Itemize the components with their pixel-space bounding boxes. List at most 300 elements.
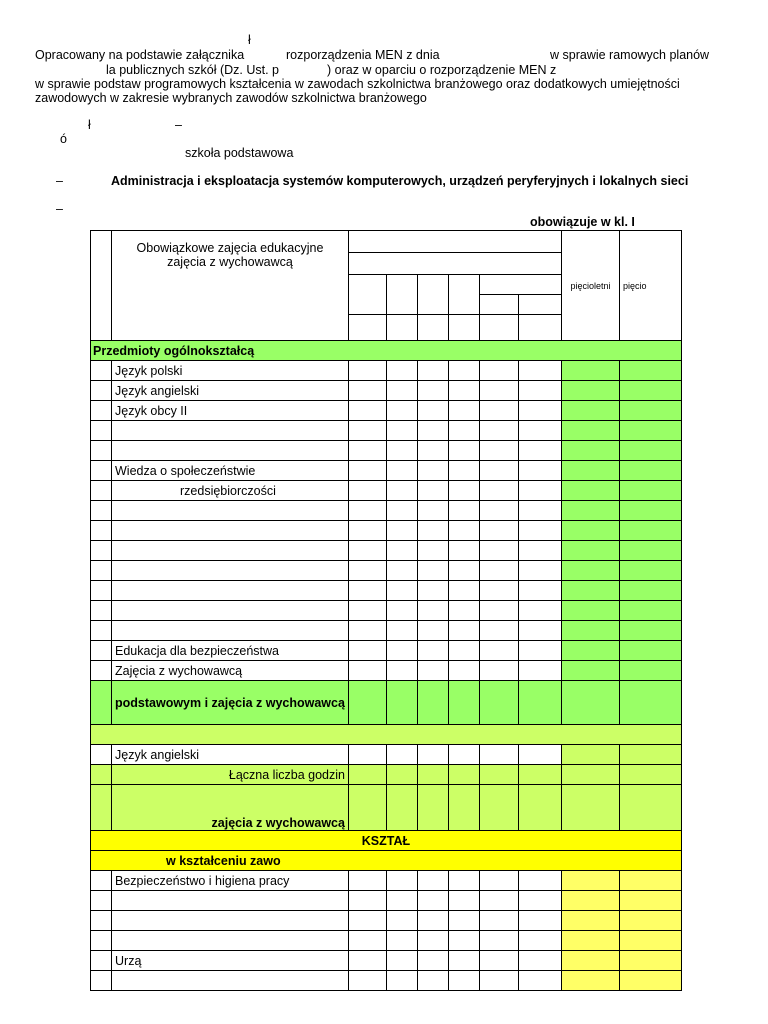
hours-cell (561, 871, 619, 891)
subject-cell (112, 951, 349, 971)
hours-cell (561, 421, 619, 441)
hours-cell (561, 381, 619, 401)
hours-cell (619, 501, 681, 521)
hours-cell (448, 361, 479, 381)
hours-cell (619, 601, 681, 621)
hours-cell (448, 931, 479, 951)
subject-label: podstawowym i zajęcia z wychowawcą (115, 695, 345, 710)
hours-cell (417, 461, 448, 481)
hours-cell (518, 745, 561, 765)
subject-cell (112, 521, 349, 541)
hours-cell (386, 601, 417, 621)
hours-cell (518, 381, 561, 401)
hours-cell (91, 661, 112, 681)
hours-cell (518, 681, 561, 725)
hours-cell (518, 785, 561, 831)
hours-cell (417, 931, 448, 951)
hours-cell (479, 681, 518, 725)
hours-cell (91, 871, 112, 891)
hours-cell (479, 581, 518, 601)
hours-cell (518, 461, 561, 481)
hours-cell (619, 361, 681, 381)
hours-cell (479, 951, 518, 971)
hours-cell (91, 785, 112, 831)
hours-cell (348, 891, 386, 911)
hours-cell (479, 871, 518, 891)
hours-cell (417, 361, 448, 381)
hours-cell (561, 951, 619, 971)
hours-cell (518, 641, 561, 661)
hours-cell (518, 601, 561, 621)
hours-cell (417, 581, 448, 601)
hours-cell (561, 911, 619, 931)
hours-cell (479, 641, 518, 661)
table-row (91, 401, 682, 421)
header-sub-cell (348, 253, 561, 275)
hours-cell (348, 911, 386, 931)
hours-cell (91, 401, 112, 421)
hours-cell (91, 681, 112, 725)
hours-cell (348, 601, 386, 621)
hours-cell (448, 521, 479, 541)
table-row (91, 745, 682, 765)
hours-cell (386, 361, 417, 381)
curriculum-table (90, 230, 682, 991)
hours-cell (479, 541, 518, 561)
total-with-row (91, 785, 682, 831)
hours-cell (348, 971, 386, 991)
section-vocational-label: KSZTAŁ (361, 833, 411, 848)
subject-cell (112, 891, 349, 911)
hours-cell (386, 621, 417, 641)
hours-cell (348, 361, 386, 381)
hours-cell (619, 381, 681, 401)
hours-cell (386, 765, 417, 785)
hours-cell (448, 581, 479, 601)
hours-cell (619, 765, 681, 785)
table-row (91, 561, 682, 581)
hours-cell (561, 971, 619, 991)
subject-cell (112, 541, 349, 561)
hours-cell (619, 891, 681, 911)
table-row (91, 361, 682, 381)
hours-cell (479, 785, 518, 831)
subject-label: Język angielski (115, 747, 200, 762)
hours-cell (386, 581, 417, 601)
hours-cell (91, 481, 112, 501)
hours-cell (91, 745, 112, 765)
spacer-row (91, 725, 682, 745)
hours-cell (561, 785, 619, 831)
section-vocational-sub (91, 851, 682, 871)
hours-cell (518, 891, 561, 911)
hours-cell (561, 931, 619, 951)
hours-cell (91, 891, 112, 911)
hours-cell (561, 661, 619, 681)
hours-cell (91, 931, 112, 951)
hours-cell (386, 951, 417, 971)
hours-cell (619, 745, 681, 765)
header-cell (417, 315, 448, 341)
hours-cell (386, 745, 417, 765)
hours-cell (518, 871, 561, 891)
hours-cell (348, 931, 386, 951)
header-line-2a: la publicznych szkół (Dz. Ust. p (106, 63, 279, 77)
hours-cell (448, 461, 479, 481)
hours-cell (417, 381, 448, 401)
hours-cell (348, 681, 386, 725)
table-row (91, 461, 682, 481)
hours-cell (386, 481, 417, 501)
applies-to-class: obowiązuje w kl. I (530, 215, 635, 229)
table-row (91, 661, 682, 681)
hours-cell (91, 441, 112, 461)
hours-cell (386, 461, 417, 481)
header-cell (417, 275, 448, 315)
hours-cell (417, 681, 448, 725)
hours-cell (518, 421, 561, 441)
hours-cell (561, 891, 619, 911)
hours-cell (348, 621, 386, 641)
table-row (91, 621, 682, 641)
hours-cell (448, 871, 479, 891)
hours-cell (619, 521, 681, 541)
hours-cell (448, 421, 479, 441)
five-year-header (561, 231, 619, 341)
subject-cell (112, 681, 349, 725)
section-general-education (91, 341, 682, 361)
hours-cell (561, 581, 619, 601)
hours-cell (448, 681, 479, 725)
hours-cell (561, 401, 619, 421)
header-fragment: ł (248, 33, 251, 47)
hours-cell (386, 561, 417, 581)
hours-cell (619, 461, 681, 481)
header-dash: – (175, 118, 182, 132)
hours-cell (417, 891, 448, 911)
header-fragment-2: ł (88, 118, 91, 132)
hours-cell (561, 765, 619, 785)
hours-cell (91, 501, 112, 521)
five-label: pięcio (622, 280, 647, 291)
subject-cell (112, 641, 349, 661)
hours-cell (91, 911, 112, 931)
hours-cell (561, 621, 619, 641)
hours-cell (417, 541, 448, 561)
hours-cell (386, 501, 417, 521)
hours-cell (479, 745, 518, 765)
hours-cell (561, 481, 619, 501)
hours-cell (518, 361, 561, 381)
hours-cell (561, 361, 619, 381)
subject-label: rzedsiębiorczości (180, 483, 276, 498)
header-cell (479, 295, 518, 315)
hours-cell (518, 581, 561, 601)
header-line-1b: rozporządzenia MEN z dnia (286, 48, 440, 62)
hours-cell (386, 541, 417, 561)
subject-cell (112, 785, 349, 831)
hours-cell (348, 401, 386, 421)
hours-cell (348, 641, 386, 661)
hours-cell (91, 951, 112, 971)
hours-cell (417, 661, 448, 681)
header-fragment-3: ó (60, 132, 67, 146)
hours-cell (561, 681, 619, 725)
table-row (91, 501, 682, 521)
hours-cell (619, 911, 681, 931)
subject-cell (112, 601, 349, 621)
hours-cell (518, 951, 561, 971)
subject-label: Łączna liczba godzin (228, 767, 345, 782)
hours-cell (91, 541, 112, 561)
hours-cell (619, 401, 681, 421)
header-group-cell (348, 231, 561, 253)
hours-cell (479, 911, 518, 931)
subject-cell (112, 931, 349, 951)
header-line-1c: w sprawie ramowych planów (550, 48, 710, 62)
hours-cell (386, 785, 417, 831)
hours-cell (417, 641, 448, 661)
hours-cell (561, 501, 619, 521)
header-line-1a: Opracowany na podstawie załącznika (35, 48, 245, 62)
hours-cell (417, 561, 448, 581)
hours-cell (619, 871, 681, 891)
hours-cell (448, 971, 479, 991)
hours-cell (561, 521, 619, 541)
hours-cell (518, 661, 561, 681)
hours-cell (619, 481, 681, 501)
hours-cell (479, 765, 518, 785)
hours-cell (518, 765, 561, 785)
header-cell (386, 275, 417, 315)
hours-cell (417, 871, 448, 891)
hours-cell (561, 745, 619, 765)
subject-label: Język angielski (115, 383, 200, 398)
subject-cell (112, 871, 349, 891)
hours-cell (348, 441, 386, 461)
hours-cell (619, 421, 681, 441)
hours-cell (448, 911, 479, 931)
hours-cell (348, 561, 386, 581)
five-header (619, 231, 681, 341)
table-row (91, 421, 682, 441)
hours-cell (448, 601, 479, 621)
hours-cell (479, 501, 518, 521)
hours-cell (448, 401, 479, 421)
hours-cell (619, 681, 681, 725)
hours-cell (417, 421, 448, 441)
hours-cell (348, 765, 386, 785)
hours-cell (91, 361, 112, 381)
hours-cell (386, 381, 417, 401)
hours-cell (479, 361, 518, 381)
hours-cell (448, 641, 479, 661)
hours-cell (518, 911, 561, 931)
spacer-cell (91, 725, 682, 745)
subject-header-line-2: zajęcia z wychowawcą (167, 255, 293, 269)
hours-cell (91, 521, 112, 541)
hours-cell (561, 561, 619, 581)
hours-cell (417, 521, 448, 541)
hours-cell (348, 785, 386, 831)
hours-cell (386, 661, 417, 681)
hours-cell (348, 381, 386, 401)
table-row (91, 481, 682, 501)
lp-header-cell (91, 231, 112, 341)
hours-cell (518, 401, 561, 421)
header-line-2b: ) oraz w oparciu o rozporządzenie MEN z (327, 63, 557, 77)
dash-2: – (56, 202, 63, 216)
table-row (91, 641, 682, 661)
table-row (91, 601, 682, 621)
section-vocational-row (91, 831, 682, 851)
hours-cell (386, 641, 417, 661)
hours-cell (619, 581, 681, 601)
subject-label: Zajęcia z wychowawcą (115, 663, 243, 678)
hours-cell (386, 911, 417, 931)
hours-cell (518, 521, 561, 541)
hours-cell (386, 441, 417, 461)
hours-cell (518, 621, 561, 641)
table-row (91, 521, 682, 541)
subject-cell (112, 581, 349, 601)
hours-cell (417, 481, 448, 501)
hours-cell (619, 661, 681, 681)
subject-cell (112, 401, 349, 421)
table-row (91, 911, 682, 931)
hours-cell (417, 501, 448, 521)
hours-cell (417, 971, 448, 991)
hours-cell (479, 931, 518, 951)
header-line-4: zawodowych w zakresie wybranych zawodów szkolnictwa branżowego (35, 91, 427, 105)
hours-cell (386, 421, 417, 441)
section-vocational (91, 831, 682, 851)
hours-cell (91, 765, 112, 785)
hours-cell (91, 421, 112, 441)
table-row (91, 581, 682, 601)
hours-cell (417, 441, 448, 461)
hours-cell (518, 541, 561, 561)
hours-cell (417, 765, 448, 785)
hours-cell (91, 581, 112, 601)
table-row (91, 541, 682, 561)
hours-cell (518, 971, 561, 991)
hours-cell (348, 745, 386, 765)
subject-label: Język polski (115, 363, 183, 378)
hours-cell (386, 931, 417, 951)
hours-cell (448, 661, 479, 681)
hours-cell (91, 641, 112, 661)
hours-cell (479, 561, 518, 581)
header-cell (448, 275, 479, 315)
hours-cell (417, 785, 448, 831)
header-cell (518, 315, 561, 341)
hours-cell (479, 401, 518, 421)
header-cell (348, 275, 386, 315)
subject-cell (112, 381, 349, 401)
five-year-label: pięcioletni (570, 280, 611, 291)
hours-cell (619, 951, 681, 971)
hours-cell (518, 481, 561, 501)
subject-label: Edukacja dla bezpieczeństwa (115, 643, 279, 658)
hours-cell (448, 891, 479, 911)
hours-cell (386, 521, 417, 541)
subject-label: Bezpieczeństwo i higiena pracy (115, 873, 290, 888)
hours-cell (348, 581, 386, 601)
section-general-label: Przedmioty ogólnokształcą (93, 343, 255, 358)
hours-cell (417, 951, 448, 971)
hours-cell (91, 971, 112, 991)
subject-header-cell (112, 231, 349, 341)
subject-cell (112, 461, 349, 481)
hours-cell (91, 601, 112, 621)
section-vocational-sub-label: w kształceniu zawo (166, 853, 281, 868)
hours-cell (479, 661, 518, 681)
hours-cell (448, 561, 479, 581)
hours-cell (448, 745, 479, 765)
subject-label: Język obcy II (115, 403, 188, 418)
subject-cell (112, 765, 349, 785)
hours-cell (561, 641, 619, 661)
hours-cell (348, 501, 386, 521)
hours-cell (479, 971, 518, 991)
hours-cell (448, 765, 479, 785)
hours-cell (91, 561, 112, 581)
hours-cell (348, 481, 386, 501)
hours-cell (448, 951, 479, 971)
hours-cell (479, 481, 518, 501)
school-type: szkoła podstawowa (185, 146, 294, 160)
hours-cell (448, 785, 479, 831)
hours-cell (479, 621, 518, 641)
hours-cell (417, 401, 448, 421)
hours-cell (448, 541, 479, 561)
hours-cell (479, 601, 518, 621)
hours-cell (348, 541, 386, 561)
table-row (91, 971, 682, 991)
hours-cell (448, 381, 479, 401)
subject-cell (112, 911, 349, 931)
hours-cell (479, 381, 518, 401)
table-row (91, 441, 682, 461)
hours-cell (91, 381, 112, 401)
hours-cell (91, 621, 112, 641)
total-hours-row (91, 765, 682, 785)
hours-cell (448, 441, 479, 461)
header-cell (518, 295, 561, 315)
hours-cell (348, 951, 386, 971)
hours-cell (561, 541, 619, 561)
header-cell (348, 315, 386, 341)
hours-cell (619, 441, 681, 461)
header-cell (479, 275, 561, 295)
hours-cell (417, 601, 448, 621)
hours-cell (417, 911, 448, 931)
subject-cell (112, 481, 349, 501)
header-cell (386, 315, 417, 341)
hours-cell (348, 871, 386, 891)
hours-cell (561, 461, 619, 481)
hours-cell (479, 461, 518, 481)
hours-cell (518, 441, 561, 461)
hours-cell (386, 891, 417, 911)
subject-cell (112, 561, 349, 581)
hours-cell (386, 401, 417, 421)
hours-cell (619, 561, 681, 581)
hours-cell (518, 501, 561, 521)
table-row (91, 891, 682, 911)
hours-cell (619, 621, 681, 641)
